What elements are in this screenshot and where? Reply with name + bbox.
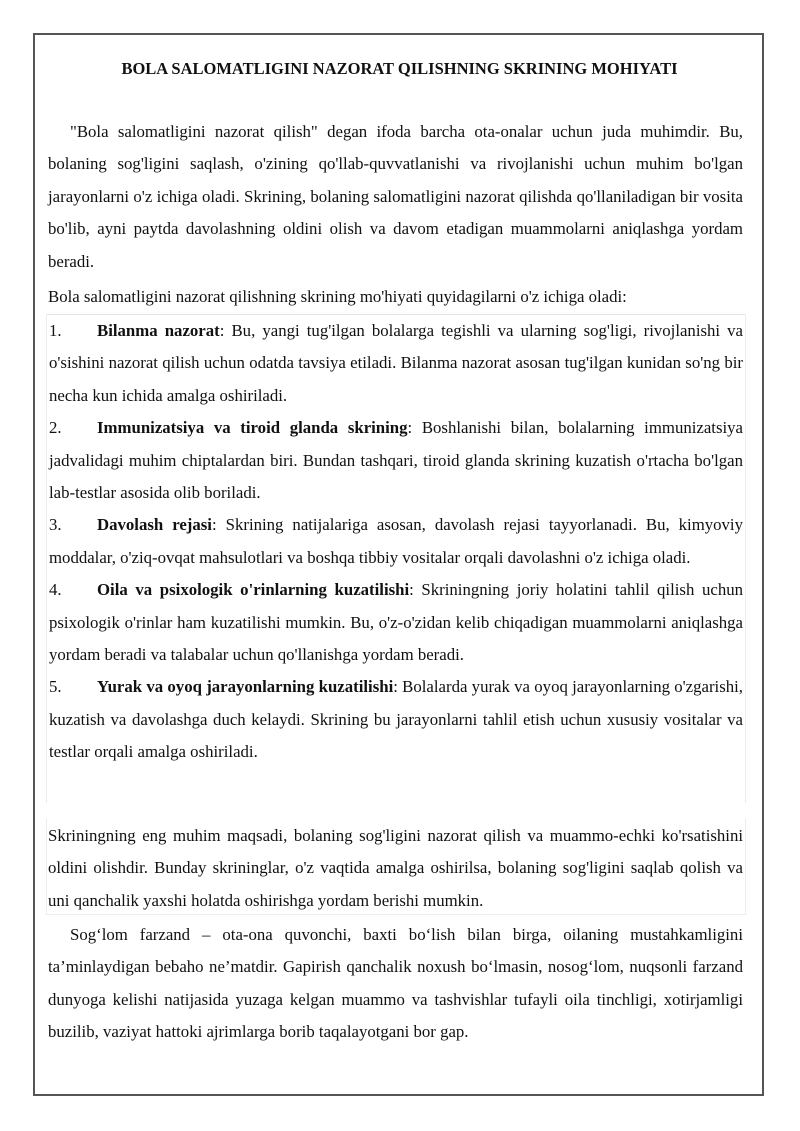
- list-item-term: Yurak va oyoq jarayonlarning kuzatilishi: [97, 677, 394, 697]
- list-item-text: : Skrining natijalariga asosan, davolash rejasi tayyorlanadi. Bu, kimyoviy moddalar, o'ziq-ovqat mahsulotlari va boshqa tibbiy vositalar orqali davolashni o'z ichiga oladi.: [49, 515, 743, 567]
- list-item-term: Oila va psixologik o'rinlarning kuzatilishi: [97, 580, 410, 600]
- list-item-number: 2.: [49, 418, 62, 438]
- list-item-text: : Bolalarda yurak va oyoq jarayonlarning o'zgarishi, kuzatish va davolashga duch kelaydi. Skrining bu jarayonlarni tahlil etish uchun xususiy vositalar va testlar orqali amalga oshiriladi.: [49, 677, 743, 762]
- list-item-number: 5.: [49, 677, 62, 697]
- list-item: [49, 315, 743, 412]
- list-item-text: : Bu, yangi tug'ilgan bolalarga tegishli va ularning sog'ligi, rivojlanishi va o'sishini nazorat qilish uchun odatda tavsiya etiladi. Bilanma nazorat asosan tug'ilgan kunidan so'ng bir necha kun ichida amalga oshiriladi.: [49, 321, 744, 405]
- list-item-text: : Boshlanishi bilan, bolalarning immunizatsiya jadvalidagi muhim chiptalardan biri. Bundan tashqari, tiroid glanda skrining kuzatish o'rtacha bo'lgan lab-testlar asosida olib boriladi.: [49, 418, 743, 503]
- list-item-number: 3.: [49, 515, 62, 535]
- screening-list: [46, 314, 746, 803]
- list-item: [49, 671, 743, 768]
- list-item: [49, 509, 743, 574]
- intro-paragraph: "Bola salomatligini nazorat qilish" degan ifoda barcha ota-onalar uchun juda muhimdir. Bu, bolaning sog'ligini saqlash, o'zining qo'llab-quvvatlanishi va rivojlanishi uchun muhim bo'lgan jarayonlarni o'z ichiga oladi. Skrining, bolaning salomatligini nazorat qilishda qo'llaniladigan bir vosita bo'lib, ayni paytda davolashning oldini olish va davom etadigan muammolarni aniqlashga yordam beradi.: [48, 122, 743, 271]
- list-item-term: Davolash rejasi: [97, 515, 212, 535]
- list-item-number: 4.: [49, 580, 62, 600]
- list-item-text: : Skriningning joriy holatini tahlil qilish uchun psixologik o'rinlar ham kuzatilishi mumkin. Bu, o'z-o'zidan kelib chiqadigan muammolarni aniqlashga yordam beradi va talabalar uchun qo'llanishga yordam beradi.: [49, 580, 743, 665]
- list-item-number: 1.: [49, 321, 62, 340]
- list-lead-paragraph: Bola salomatligini nazorat qilishning skrining mo'hiyati quyidagilarni o'z ichiga oladi:: [48, 287, 627, 306]
- conclusion-paragraph: Skriningning eng muhim maqsadi, bolaning sog'ligini nazorat qilish va muammo-echki ko'rsatishini oldini olishdir. Bunday skrininglar, o'z vaqtida amalga oshirilsa, bolaning sog'ligini saqlab qolish va uni qanchalik yaxshi holatda oshirishga yordam berishi mumkin.: [48, 826, 743, 910]
- list-item-term: Bilanma nazorat: [97, 321, 220, 340]
- closing-paragraph: Sog‘lom farzand – ota-ona quvonchi, baxti bo‘lish bilan birga, oilaning mustahkamligini ta’minlaydigan bebaho ne’matdir. Gapirish qanchalik noxush bo‘lmasin, nosog‘lom, nuqsonli farzand dunyoga kelishi natijasida yuzaga kelgan muammo va tashvishlar tufayli oila tinchligi, xotirjamligi buzilib, vaziyat hattoki ajrimlarga borib taqalayotgani bor gap.: [48, 925, 743, 1042]
- list-item: [49, 574, 743, 671]
- list-item-term: Immunizatsiya va tiroid glanda skrining: [97, 418, 408, 438]
- list-item: [49, 412, 743, 509]
- document-title: BOLA SALOMATLIGINI NAZORAT QILISHNING SKRINING MOHIYATI: [121, 59, 678, 78]
